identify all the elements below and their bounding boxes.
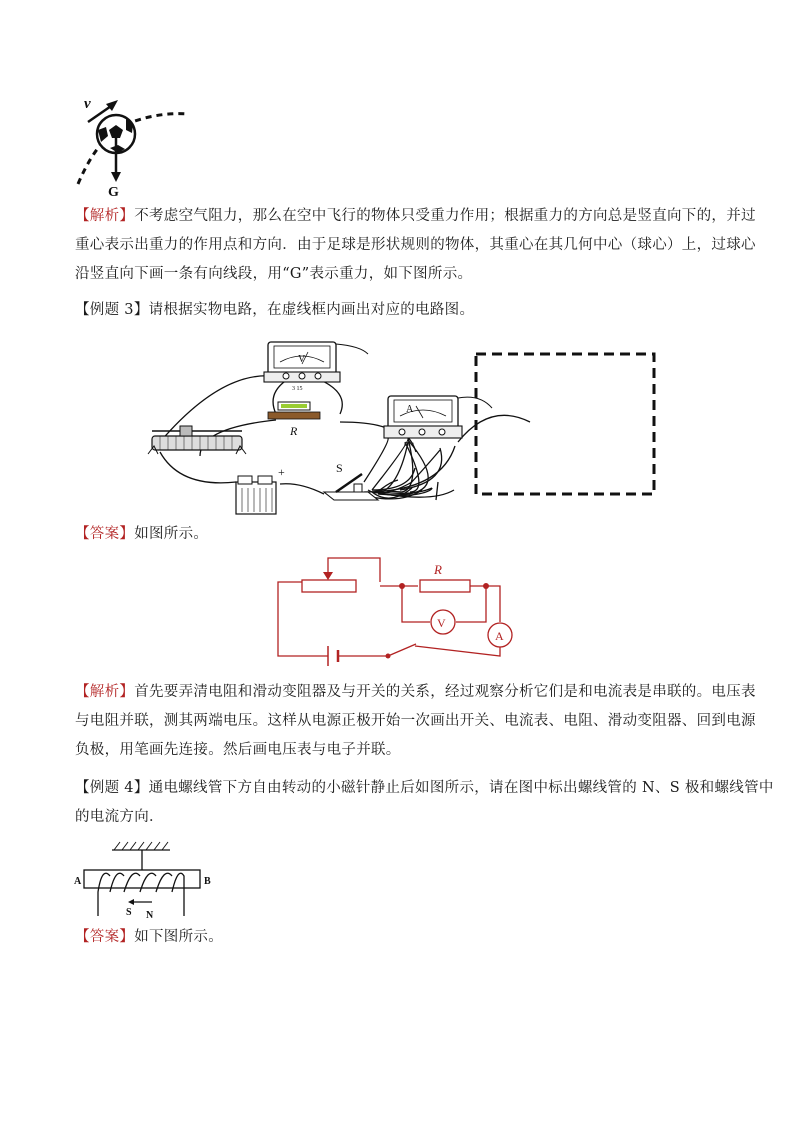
analysis-line: 不考虑空气阻力，那么在空中飞行的物体只受重力作用；根据重力的方向总是竖直向下的，并过: [134, 208, 756, 224]
analysis-line: 首先要弄清电阻和滑动变阻器及与开关的关系，经过观察分析它们是和电流表是串联的。电压表: [134, 684, 756, 700]
resistor-symbol: [420, 580, 470, 592]
circuit-diagram-answer: [270, 552, 530, 670]
junction-dot: [399, 583, 405, 589]
analysis-3: [75, 678, 756, 765]
example-line: 通电螺线管下方自由转动的小磁针静止后如图所示，请在图中标出螺线管的 N、S 极和螺线管中: [148, 780, 774, 796]
solenoid-figure: [70, 836, 220, 922]
football-figure: [70, 92, 200, 200]
answer-tag: 【答案】: [75, 526, 135, 542]
analysis-line: 沿竖直向下画一条有向线段，用“G”表示重力，如下图所示。: [75, 266, 473, 282]
ammeter-label: A: [495, 629, 504, 643]
analysis-line: 重心表示出重力的作用点和方向．由于足球是形状规则的物体，其重心在其几何中心（球心）上，过球心: [75, 237, 756, 253]
answer-tag: 【答案】: [75, 929, 135, 945]
example-tag: 【例题 3】: [75, 302, 149, 318]
switch-label: S: [336, 461, 343, 475]
rheostat-slider: [323, 572, 333, 580]
analysis-tag: 【解析】: [75, 684, 135, 700]
needle-n-label: N: [146, 910, 154, 921]
example-3: [75, 296, 725, 325]
gravity-label: G: [108, 185, 119, 200]
end-a-label: A: [74, 876, 82, 887]
voltmeter-label: V: [298, 354, 306, 365]
answer-dashed-box: [476, 354, 654, 494]
resistor-label: R: [290, 424, 298, 438]
physical-circuit-figure: [140, 332, 680, 518]
junction-dot: [483, 583, 489, 589]
voltmeter-label: V: [437, 616, 446, 630]
switch-device: [324, 461, 378, 500]
needle-s-label: S: [126, 907, 132, 918]
analysis-line: 负极，用笔画先连接。然后画电压表与电子并联。: [75, 742, 401, 758]
ammeter-label: A: [406, 404, 414, 415]
switch-blade: [388, 644, 416, 656]
rheostat-symbol: [302, 580, 356, 592]
answer-text: 如下图所示。: [134, 929, 224, 945]
answer-text: 如图所示。: [134, 526, 209, 542]
answer-3: [75, 520, 725, 549]
analysis-line: 与电阻并联，测其两端电压。这样从电源正极开始一次画出开关、电流表、电阻、滑动变阻器、回到电源: [75, 713, 756, 729]
velocity-label: v: [84, 96, 91, 112]
battery-device: [236, 465, 285, 514]
example-line: 的电流方向．: [75, 809, 164, 825]
analysis-tag: 【解析】: [75, 208, 135, 224]
resistor-label: R: [434, 562, 442, 577]
example-4: [75, 774, 774, 832]
voltmeter-device: [264, 342, 368, 392]
example-tag: 【例题 4】: [75, 780, 149, 796]
battery-plus-label: +: [278, 465, 285, 479]
ammeter-scale: 0.6 3: [404, 443, 414, 448]
rheostat-device: [148, 426, 246, 454]
voltmeter-scale: 3 15: [292, 386, 303, 392]
answer-4: [75, 923, 725, 952]
analysis-1: [75, 202, 756, 289]
end-b-label: B: [204, 876, 211, 887]
example-text: 请根据实物电路，在虚线框内画出对应的电路图。: [148, 302, 475, 318]
